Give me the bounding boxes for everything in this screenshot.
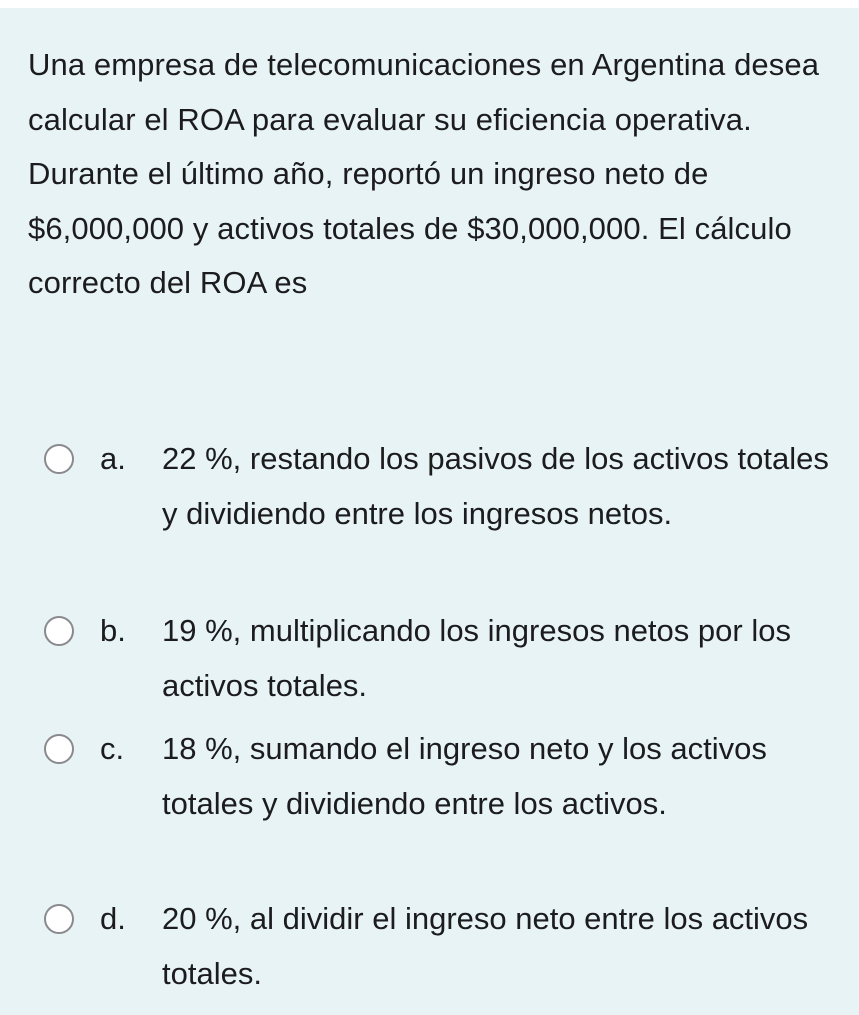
radio-button-option-d[interactable] [44, 904, 74, 934]
option-letter: a. [100, 441, 126, 476]
option-letter: b. [100, 613, 126, 648]
option-letter: c. [100, 731, 125, 766]
option-b[interactable] [0, 604, 859, 722]
radio-button-option-c[interactable] [44, 734, 74, 764]
option-c[interactable] [0, 722, 859, 892]
radio-button-option-b[interactable] [44, 616, 74, 646]
option-letter: d. [100, 901, 126, 936]
option-a[interactable] [0, 432, 859, 604]
option-d[interactable] [0, 892, 859, 1002]
option-text: 18 %, sumando el ingreso neto y los activos totales y dividiendo entre los activos. [162, 731, 767, 821]
option-text: 19 %, multiplicando los ingresos netos por los activos totales. [162, 613, 791, 703]
option-text: 20 %, al dividir el ingreso neto entre los activos totales. [162, 901, 809, 991]
option-text: 22 %, restando los pasivos de los activos totales y dividiendo entre los ingresos netos. [162, 441, 829, 531]
question-card [0, 8, 859, 1015]
question-text: Una empresa de telecomunicaciones en Argentina desea calcular el ROA para evaluar su eficiencia operativa. Durante el último año, reportó un ingreso neto de $6,000,000 y activos totales de $30,000,000. El cálculo correcto del ROA es [28, 47, 820, 300]
answer-options [0, 432, 859, 1002]
radio-button-option-a[interactable] [44, 444, 74, 474]
